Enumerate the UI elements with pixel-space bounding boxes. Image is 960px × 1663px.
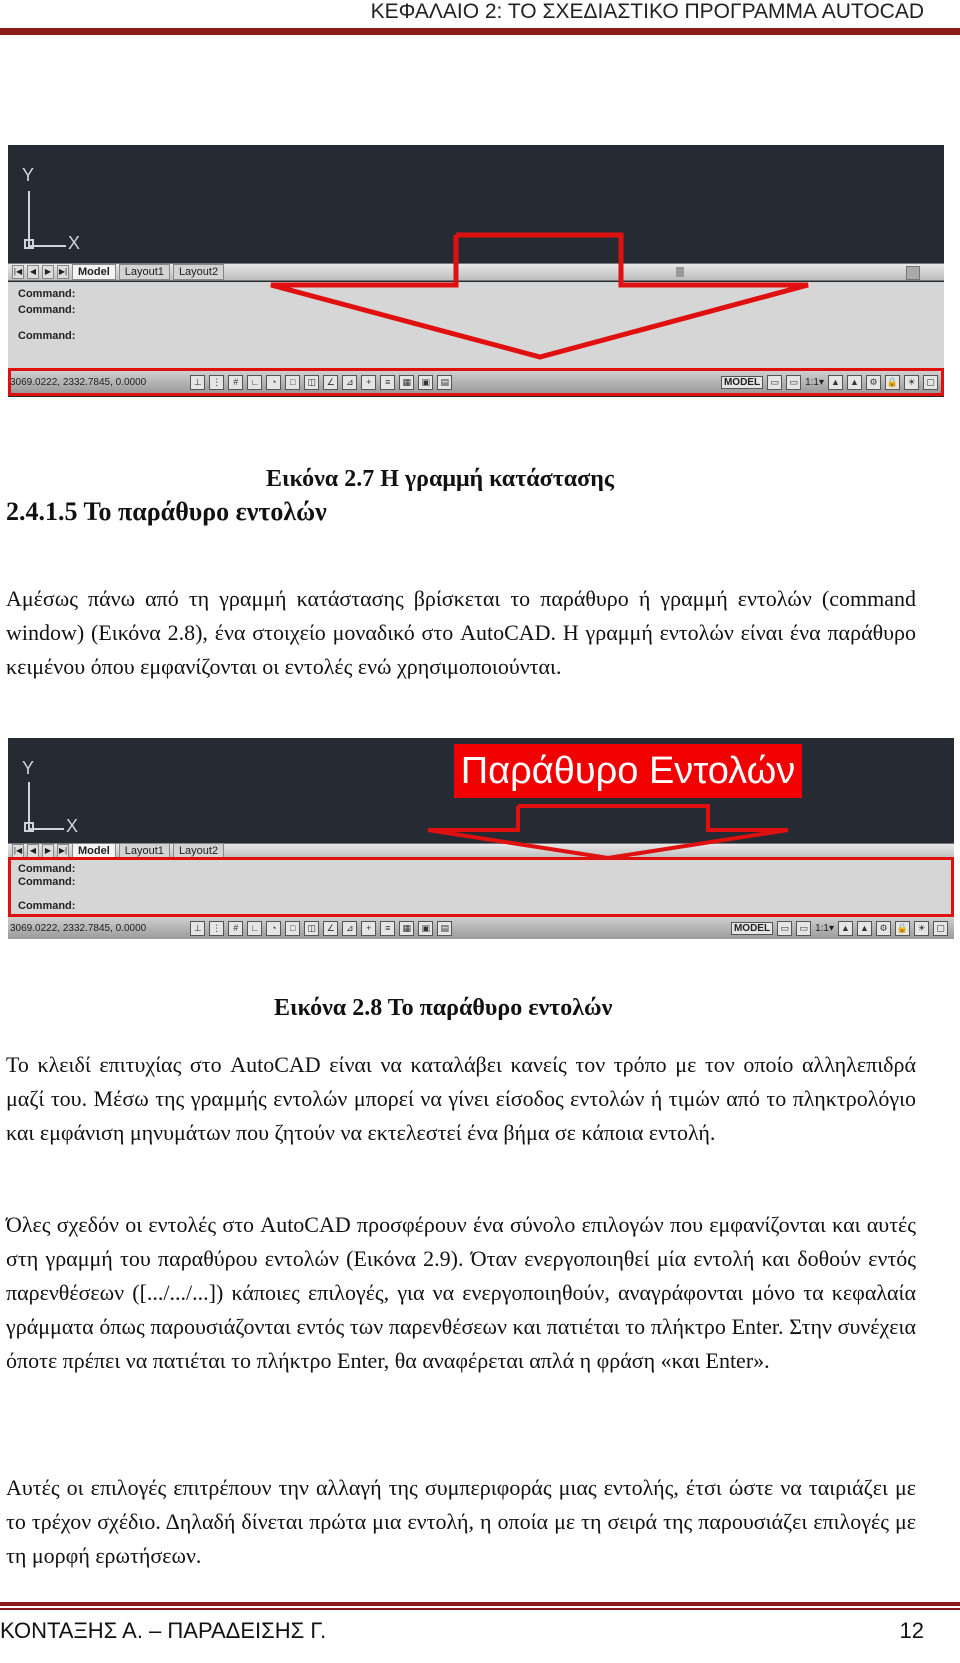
figure-2-7-caption: Εικόνα 2.7 Η γραμμή κατάστασης bbox=[266, 466, 614, 492]
snap-mode-icon[interactable]: ⋮ bbox=[209, 921, 224, 936]
selection-cycling-icon[interactable]: ▤ bbox=[437, 921, 452, 936]
annotation-visibility-icon[interactable]: ▲ bbox=[838, 921, 853, 936]
tab-nav-first-button[interactable]: |◀ bbox=[12, 844, 24, 858]
transparency-icon[interactable]: ▦ bbox=[399, 375, 414, 390]
selection-cycling-icon[interactable]: ▤ bbox=[437, 375, 452, 390]
grid-display-icon[interactable]: # bbox=[228, 375, 243, 390]
object-snap-icon[interactable]: □ bbox=[285, 375, 300, 390]
red-arrow-pointer bbox=[8, 145, 944, 397]
quick-view-drawings-icon[interactable]: ▭ bbox=[786, 375, 801, 390]
coordinates-readout: 3069.0222, 2332.7845, 0.0000 bbox=[10, 376, 147, 388]
quick-view-layouts-icon[interactable]: ▭ bbox=[767, 375, 782, 390]
dynamic-input-icon[interactable]: + bbox=[361, 375, 376, 390]
infer-constraints-icon[interactable]: ⊥ bbox=[190, 921, 205, 936]
ucs-y-label: Y bbox=[22, 758, 35, 778]
quick-properties-icon[interactable]: ▣ bbox=[418, 921, 433, 936]
tab-model[interactable]: Model bbox=[72, 843, 116, 859]
model-space-button[interactable]: MODEL bbox=[721, 376, 763, 389]
ortho-mode-icon[interactable]: ∟ bbox=[247, 921, 262, 936]
grid-display-icon[interactable]: # bbox=[228, 921, 243, 936]
dynamic-input-icon[interactable]: + bbox=[361, 921, 376, 936]
infer-constraints-icon[interactable]: ⊥ bbox=[190, 375, 205, 390]
tab-layout2[interactable]: Layout2 bbox=[173, 843, 224, 859]
3d-object-snap-icon[interactable]: ◫ bbox=[304, 375, 319, 390]
transparency-icon[interactable]: ▦ bbox=[399, 921, 414, 936]
tab-nav-prev-button[interactable]: ◀ bbox=[27, 844, 39, 858]
coordinates-readout: 3069.0222, 2332.7845, 0.0000 bbox=[10, 922, 147, 934]
figure-status-bar-screenshot bbox=[8, 145, 944, 397]
snap-mode-icon[interactable]: ⋮ bbox=[209, 375, 224, 390]
annotation-scale-select[interactable]: 1:1▾ bbox=[805, 377, 824, 388]
command-line: Command: bbox=[18, 876, 76, 888]
clean-screen-icon[interactable]: ▢ bbox=[923, 375, 938, 390]
command-line: Command: bbox=[18, 288, 76, 300]
dynamic-ucs-icon[interactable]: ⊿ bbox=[342, 921, 357, 936]
quick-view-drawings-icon[interactable]: ▭ bbox=[796, 921, 811, 936]
clean-screen-icon[interactable]: ▢ bbox=[933, 921, 948, 936]
isolate-objects-icon[interactable]: ☀ bbox=[914, 921, 929, 936]
paragraph: Αυτές οι επιλογές επιτρέπουν την αλλαγή της συμπεριφοράς μιας εντολής, έτσι ώστε να ταιριάζει με το τρέχον σχέδιο. Δηλαδή δίνεται πρώτα μια εντολή, η οποία με τη σειρά της παρουσιάζει επιλογές με τη μορφή ερωτήσεων. bbox=[6, 1475, 916, 1568]
lineweight-icon[interactable]: ≡ bbox=[380, 375, 395, 390]
command-line: Command: bbox=[18, 304, 76, 316]
ucs-x-label: X bbox=[68, 233, 81, 253]
isolate-objects-icon[interactable]: ☀ bbox=[904, 375, 919, 390]
footer-rule bbox=[0, 1602, 960, 1606]
command-window-banner: Παράθυρο Εντολών bbox=[454, 744, 802, 798]
tab-model[interactable]: Model bbox=[72, 264, 116, 280]
lock-toolbar-icon[interactable]: 🔒 bbox=[895, 921, 910, 936]
object-snap-icon[interactable]: □ bbox=[285, 921, 300, 936]
lineweight-icon[interactable]: ≡ bbox=[380, 921, 395, 936]
section-heading: 2.4.1.5 Το παράθυρο εντολών bbox=[6, 497, 327, 526]
footer-rule-thin bbox=[0, 1608, 960, 1610]
ucs-y-label: Y bbox=[22, 165, 35, 185]
tab-layout1[interactable]: Layout1 bbox=[119, 843, 170, 859]
paragraph: Το κλειδί επιτυχίας στο AutoCAD είναι να καταλάβει κανείς τον τρόπο με τον οποίο αλληλεπιδρά μαζί του. Μέσω της γραμμής εντολών μπορεί να γίνει είσοδος εντολών ή τιμών από το πληκτρολόγιο και εμφάνιση μηνυμάτων που ζητούν να εκτελεστεί ένα βήμα σε κάποια εντολή. bbox=[6, 1052, 916, 1145]
header-rule bbox=[0, 28, 960, 35]
tab-nav-prev-button[interactable]: ◀ bbox=[27, 265, 39, 279]
tab-layout1[interactable]: Layout1 bbox=[119, 264, 170, 280]
polar-tracking-icon[interactable]: ◔ bbox=[266, 375, 281, 390]
tab-nav-next-button[interactable]: ▶ bbox=[42, 844, 54, 858]
auto-scale-icon[interactable]: ▲ bbox=[847, 375, 862, 390]
paragraph: Αμέσως πάνω από τη γραμμή κατάστασης βρίσκεται το παράθυρο ή γραμμή εντολών (command window) (Εικόνα 2.8), ένα στοιχείο μοναδικό στο AutoCAD. Η γραμμή εντολών είναι ένα παράθυρο κειμένου όπου εμφανίζονται οι εντολές ενώ χρησιμοποιούνται. bbox=[6, 586, 916, 679]
workspace-switch-icon[interactable]: ⚙ bbox=[876, 921, 891, 936]
quick-view-layouts-icon[interactable]: ▭ bbox=[777, 921, 792, 936]
figure-command-window-screenshot bbox=[8, 738, 954, 939]
annotation-visibility-icon[interactable]: ▲ bbox=[828, 375, 843, 390]
auto-scale-icon[interactable]: ▲ bbox=[857, 921, 872, 936]
polar-tracking-icon[interactable]: ◔ bbox=[266, 921, 281, 936]
dynamic-ucs-icon[interactable]: ⊿ bbox=[342, 375, 357, 390]
quick-properties-icon[interactable]: ▣ bbox=[418, 375, 433, 390]
footer-authors: ΚΟΝΤΑΞΗΣ Α. – ΠΑΡΑΔΕΙΣΗΣ Γ. bbox=[0, 1618, 327, 1643]
ucs-x-label: X bbox=[66, 816, 79, 836]
model-space-button[interactable]: MODEL bbox=[731, 922, 773, 935]
tab-nav-last-button[interactable]: ▶| bbox=[57, 844, 69, 858]
command-line: Command: bbox=[18, 863, 76, 875]
annotation-scale-select[interactable]: 1:1▾ bbox=[815, 923, 834, 934]
object-snap-tracking-icon[interactable]: ∠ bbox=[323, 375, 338, 390]
command-line: Command: bbox=[18, 900, 76, 912]
tab-nav-first-button[interactable]: |◀ bbox=[12, 265, 24, 279]
page-number: 12 bbox=[899, 1618, 924, 1643]
command-line: Command: bbox=[18, 330, 76, 342]
lock-toolbar-icon[interactable]: 🔒 bbox=[885, 375, 900, 390]
red-arrow-pointer bbox=[8, 738, 954, 939]
figure-2-8-caption: Εικόνα 2.8 Το παράθυρο εντολών bbox=[274, 995, 613, 1021]
3d-object-snap-icon[interactable]: ◫ bbox=[304, 921, 319, 936]
tab-layout2[interactable]: Layout2 bbox=[173, 264, 224, 280]
tab-nav-next-button[interactable]: ▶ bbox=[42, 265, 54, 279]
chapter-header: ΚΕΦΑΛΑΙΟ 2: ΤΟ ΣΧΕΔΙΑΣΤΙΚΟ ΠΡΟΓΡΑΜΜΑ AUTOCAD bbox=[370, 0, 924, 23]
ortho-mode-icon[interactable]: ∟ bbox=[247, 375, 262, 390]
object-snap-tracking-icon[interactable]: ∠ bbox=[323, 921, 338, 936]
paragraph: Όλες σχεδόν οι εντολές στο AutoCAD προσφέρουν ένα σύνολο επιλογών που εμφανίζονται και αυτές στη γραμμή του παραθύρου εντολών (Εικόνα 2.9). Όταν ενεργοποιηθεί μία εντολή και δοθούν εντός παρενθέσεων ([.../.../...]) κάποιες επιλογές, για να ενεργοποιηθούν, αναγράφονται μόνο τα κεφαλαία γράμματα όπως παρουσιάζονται εντός των παρενθέσεων και πατιέται το πλήκτρο Enter. Στην συνέχεια όποτε πρέπει να πατιέται το πλήκτρο Enter, θα αναφέρεται απλά η φράση «και Enter». bbox=[6, 1212, 916, 1373]
tab-nav-last-button[interactable]: ▶| bbox=[57, 265, 69, 279]
workspace-switch-icon[interactable]: ⚙ bbox=[866, 375, 881, 390]
